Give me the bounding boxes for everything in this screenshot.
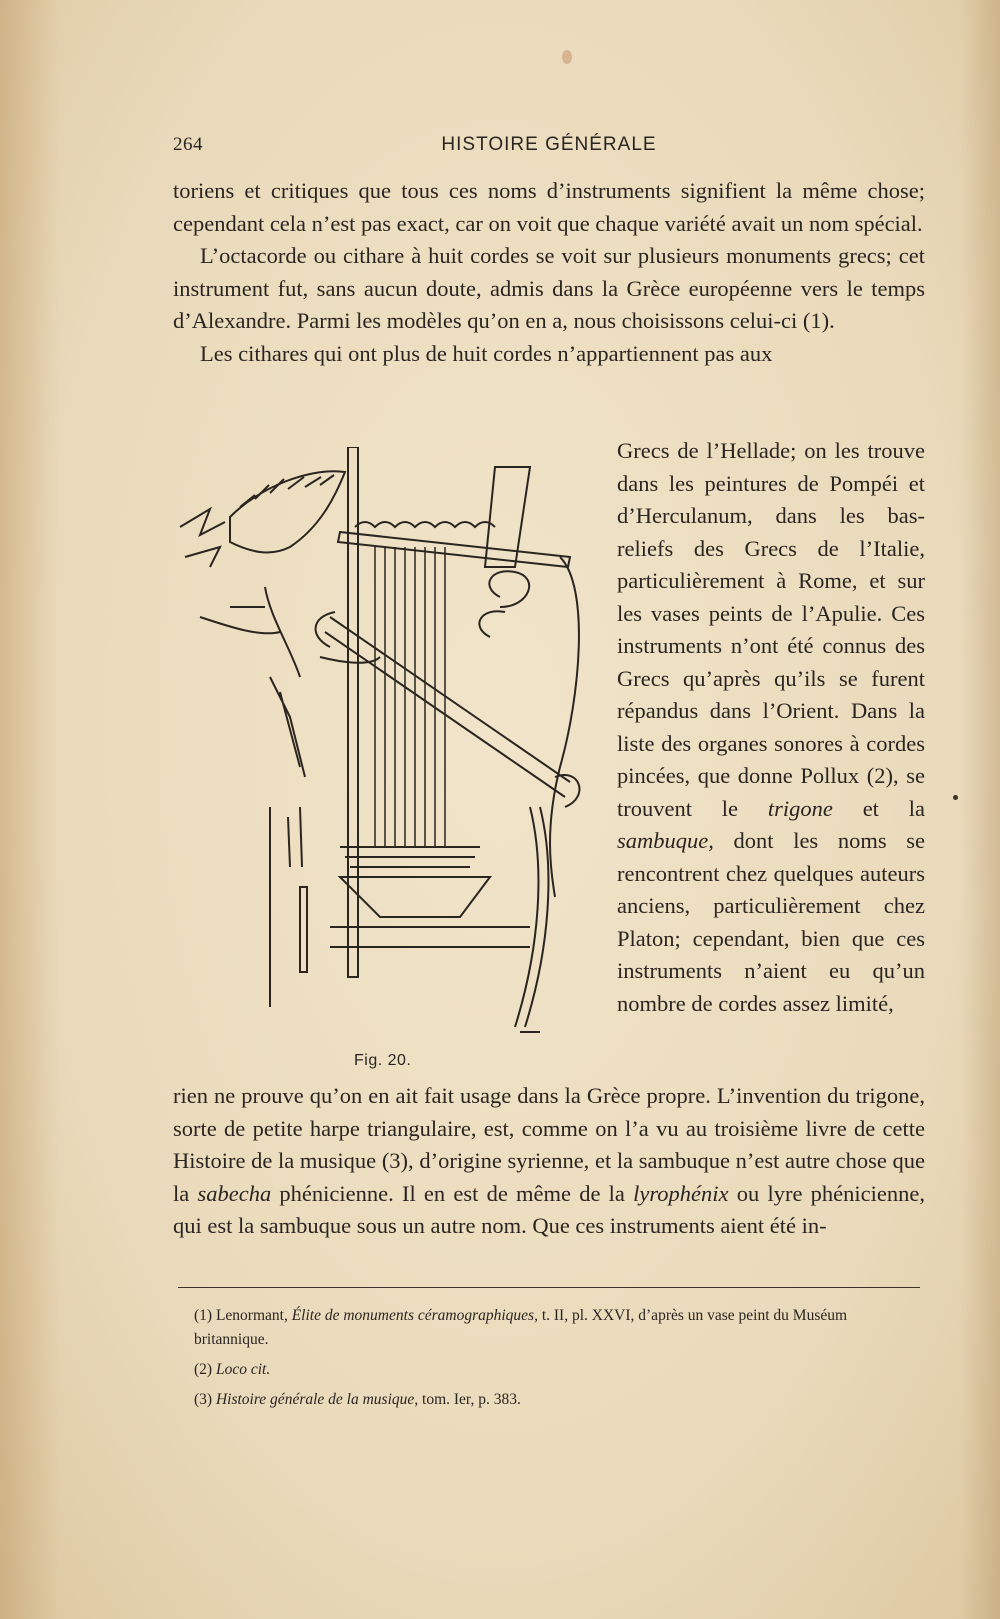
bridge-lines [340,847,480,867]
bottom-text-block [173,1080,925,1243]
wrapped-text-column [617,435,925,1020]
diagonal-brace [325,617,570,797]
term-trigone: trigone [767,795,833,821]
term-sambuque: sambuque, [617,828,714,853]
footnote-1-author: Lenormant, [215,1307,288,1324]
page-edge-shadow-left [0,0,60,1619]
footnote-3-title: Histoire générale de la musique, [215,1391,419,1408]
laurel-wreath [230,471,345,552]
footnote-2-title: Loco cit. [215,1361,271,1378]
footnote-rule [178,1287,920,1288]
figure-leg [300,887,307,972]
cithara-strings [375,547,445,847]
bottom-text-part-3: ou lyre phénicienne, qui est la sambuque sous un autre nom. Que ces instruments aient été in- [173,1180,925,1238]
sound-box-curve [550,557,579,897]
footnote-3-marker: (3) [194,1391,213,1408]
margin-dot [953,795,958,800]
wrap-text-part-3: dont les noms se rencontrent chez quelques auteurs anciens, particulièrement chez Platon; cependant, bien que ces instruments n’aient eu qu’un nombre de cordes assez limité, [617,828,925,1016]
figure-caption: Fig. 20. [354,1052,412,1069]
cithara-support [515,807,548,1032]
page-header [173,134,925,160]
paragraph-2: L’octacorde ou cithare à huit cordes se voit sur plusieurs monuments grecs; cet instrument fut, sans aucun doute, admis dans la Grèce européenne vers le temps d’Alexandre. Parmi les modèles qu’on en a, nous choisissons celui-ci (1). [173,243,925,333]
lower-bar [330,927,530,947]
wrap-text-part-2: et la [832,795,925,821]
wrap-text-part-1: Grecs de l’Hellade; on les trouve dans les peintures de Pompéi et d’Herculanum, dans les bas-reliefs des Grecs de l’Italie, particulièrement à Rome, et sur les vases peints de l’Apulie. Ces instruments n’ont été connus des Grecs qu’après qu’ils se furent répandus dans l’Orient. Dans la liste des organes sonores à cordes pincées, que donne Pollux (2), se trouvent le [617,438,925,821]
footnote-2-marker: (2) [194,1361,213,1378]
bridge-base [340,877,490,917]
term-sabecha: sabecha [197,1180,272,1206]
term-lyrophenix: lyrophénix [633,1180,729,1206]
figure-profile [200,587,300,677]
right-scroll [479,571,529,637]
cithara-illustration [170,447,595,1047]
running-head: HISTOIRE GÉNÉRALE [441,134,657,155]
footnote-3-rest: tom. Ier, p. 383. [422,1391,521,1408]
page-number: 264 [173,134,203,155]
footnote-1-title: Élite de monuments céramographiques, [291,1307,538,1324]
footnote-1-marker: (1) [194,1307,213,1324]
footnote-1 [178,1304,920,1352]
footnotes [178,1304,920,1418]
ink-smudge [562,50,572,64]
footnote-2 [178,1358,920,1382]
paragraph-1: toriens et critiques que tous ces noms d’instruments signifient la même chose; cependant cela n’est pas exact, car on voit que chaque variété avait un nom spécial. [173,178,925,236]
tuning-pegs [355,522,495,527]
bottom-text-part-1: rien ne prouve qu’on en ait fait usage dans la Grèce propre. L’invention du trigone, sorte de petite harpe triangulaire, est, comme on l’a vu au troisième livre de cette Histoire de la musique (3), d’origine syrienne, et la sambuque n’est autre chose que la [173,1083,925,1206]
bottom-text-part-2: phénicienne. Il en est de même de la [271,1180,634,1206]
top-text-block [173,175,925,370]
figure-hair [180,509,225,567]
footnote-3 [178,1388,920,1412]
cithara-crossbar [338,532,570,567]
cithara-drawing [170,447,595,1047]
paragraph-3-start: Les cithares qui ont plus de huit cordes n’appartiennent pas aux [200,340,773,366]
page-edge-shadow-right [960,0,1000,1619]
footnote-1-rest: t. II, pl. XXVI, d’après un vase peint du Muséum britannique. [194,1307,848,1348]
